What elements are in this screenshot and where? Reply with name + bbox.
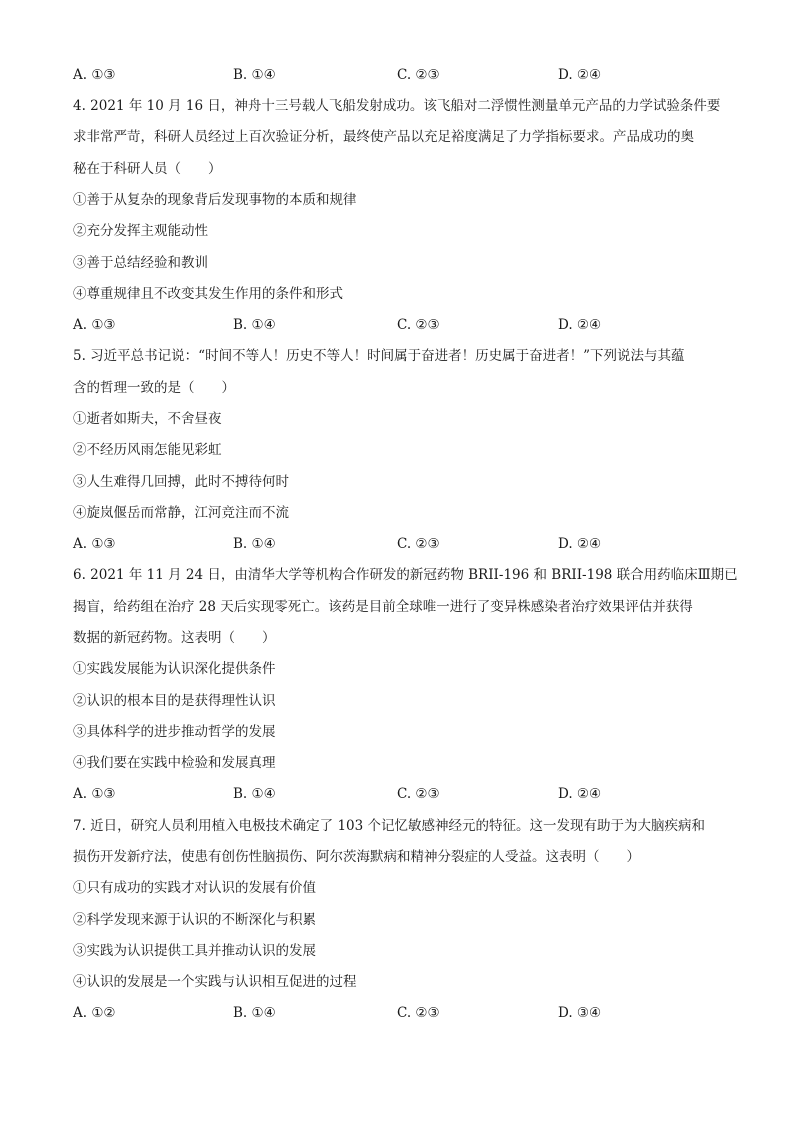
option-b: B. ①④ [233,317,276,333]
option-b: B. ①④ [233,1005,276,1021]
q6-item-2: ②认识的根本目的是获得理性认识 [73,693,276,709]
q4-item-1: ①善于从复杂的现象背后发现事物的本质和规律 [73,192,357,208]
option-d: D. ②④ [558,536,602,552]
q4-item-2: ②充分发挥主观能动性 [73,223,208,239]
q4-item-4: ④尊重规律且不改变其发生作用的条件和形式 [73,286,343,302]
q7-item-1: ①只有成功的实践才对认识的发展有价值 [73,880,316,896]
q3-options [73,66,723,84]
option-d: D. ③④ [558,1005,602,1021]
option-c: C. ②③ [397,536,440,552]
q4-stem-line-3: 秘在于科研人员（ ） [73,161,222,177]
option-a: A. ①③ [73,317,116,333]
option-c: C. ②③ [397,317,440,333]
q4-stem-line-1: 4. 2021 年 10 月 16 日，神舟十三号载人飞船发射成功。该飞船对二浮惯性测量单元产品的力学试验条件要 [73,98,721,114]
option-b: B. ①④ [233,536,276,552]
option-d: D. ②④ [558,317,602,333]
option-b: B. ①④ [233,786,276,802]
q6-stem-line-3: 数据的新冠药物。这表明（ ） [73,630,276,646]
option-d: D. ②④ [558,786,602,802]
option-c: C. ②③ [397,67,440,83]
q7-stem-line-1: 7. 近日，研究人员利用植入电极技术确定了 103 个记忆敏感神经元的特征。这一发现有助于为大脑疾病和 [73,818,706,834]
option-b: B. ①④ [233,67,276,83]
option-c: C. ②③ [397,786,440,802]
q6-item-1: ①实践发展能为认识深化提供条件 [73,661,276,677]
q5-item-1: ①逝者如斯夫，不舍昼夜 [73,411,222,427]
option-a: A. ①③ [73,536,116,552]
option-a: A. ①③ [73,786,116,802]
q5-item-3: ③人生难得几回搏，此时不搏待何时 [73,474,289,490]
q6-stem-line-1: 6. 2021 年 11 月 24 日，由清华大学等机构合作研发的新冠药物 BRII-196 和 BRII-198 联合用药临床Ⅲ期已 [73,567,738,583]
q6-item-3: ③具体科学的进步推动哲学的发展 [73,724,276,740]
q5-item-2: ②不经历风雨怎能见彩虹 [73,442,222,458]
q7-item-2: ②科学发现来源于认识的不断深化与积累 [73,912,316,928]
q5-options [73,535,723,553]
q6-item-4: ④我们要在实践中检验和发展真理 [73,755,276,771]
q4-options [73,316,723,334]
q5-stem-line-2: 含的哲理一致的是（ ） [73,380,235,396]
q7-item-3: ③实践为认识提供工具并推动认识的发展 [73,943,316,959]
q4-stem-line-2: 求非常严苛，科研人员经过上百次验证分析，最终使产品以充足裕度满足了力学指标要求。产品成功的奥 [73,129,694,145]
q7-stem-line-2: 损伤开发新疗法，使患有创伤性脑损伤、阿尔茨海默病和精神分裂症的人受益。这表明（ ） [73,849,640,865]
q7-item-4: ④认识的发展是一个实践与认识相互促进的过程 [73,974,357,990]
option-d: D. ②④ [558,67,602,83]
option-a: A. ①② [73,1005,116,1021]
q5-item-4: ④旋岚偃岳而常静，江河竞注而不流 [73,505,289,521]
option-c: C. ②③ [397,1005,440,1021]
q7-options [73,1004,723,1022]
q5-stem-line-1: 5. 习近平总书记说：“时间不等人！历史不等人！时间属于奋进者！历史属于奋进者！”下列说法与其蕴 [73,348,685,364]
option-a: A. ①③ [73,67,116,83]
q4-item-3: ③善于总结经验和教训 [73,255,208,271]
q6-options [73,785,723,803]
q6-stem-line-2: 揭盲，给药组在治疗 28 天后实现零死亡。该药是目前全球唯一进行了变异株感染者治疗效果评估并获得 [73,599,693,615]
